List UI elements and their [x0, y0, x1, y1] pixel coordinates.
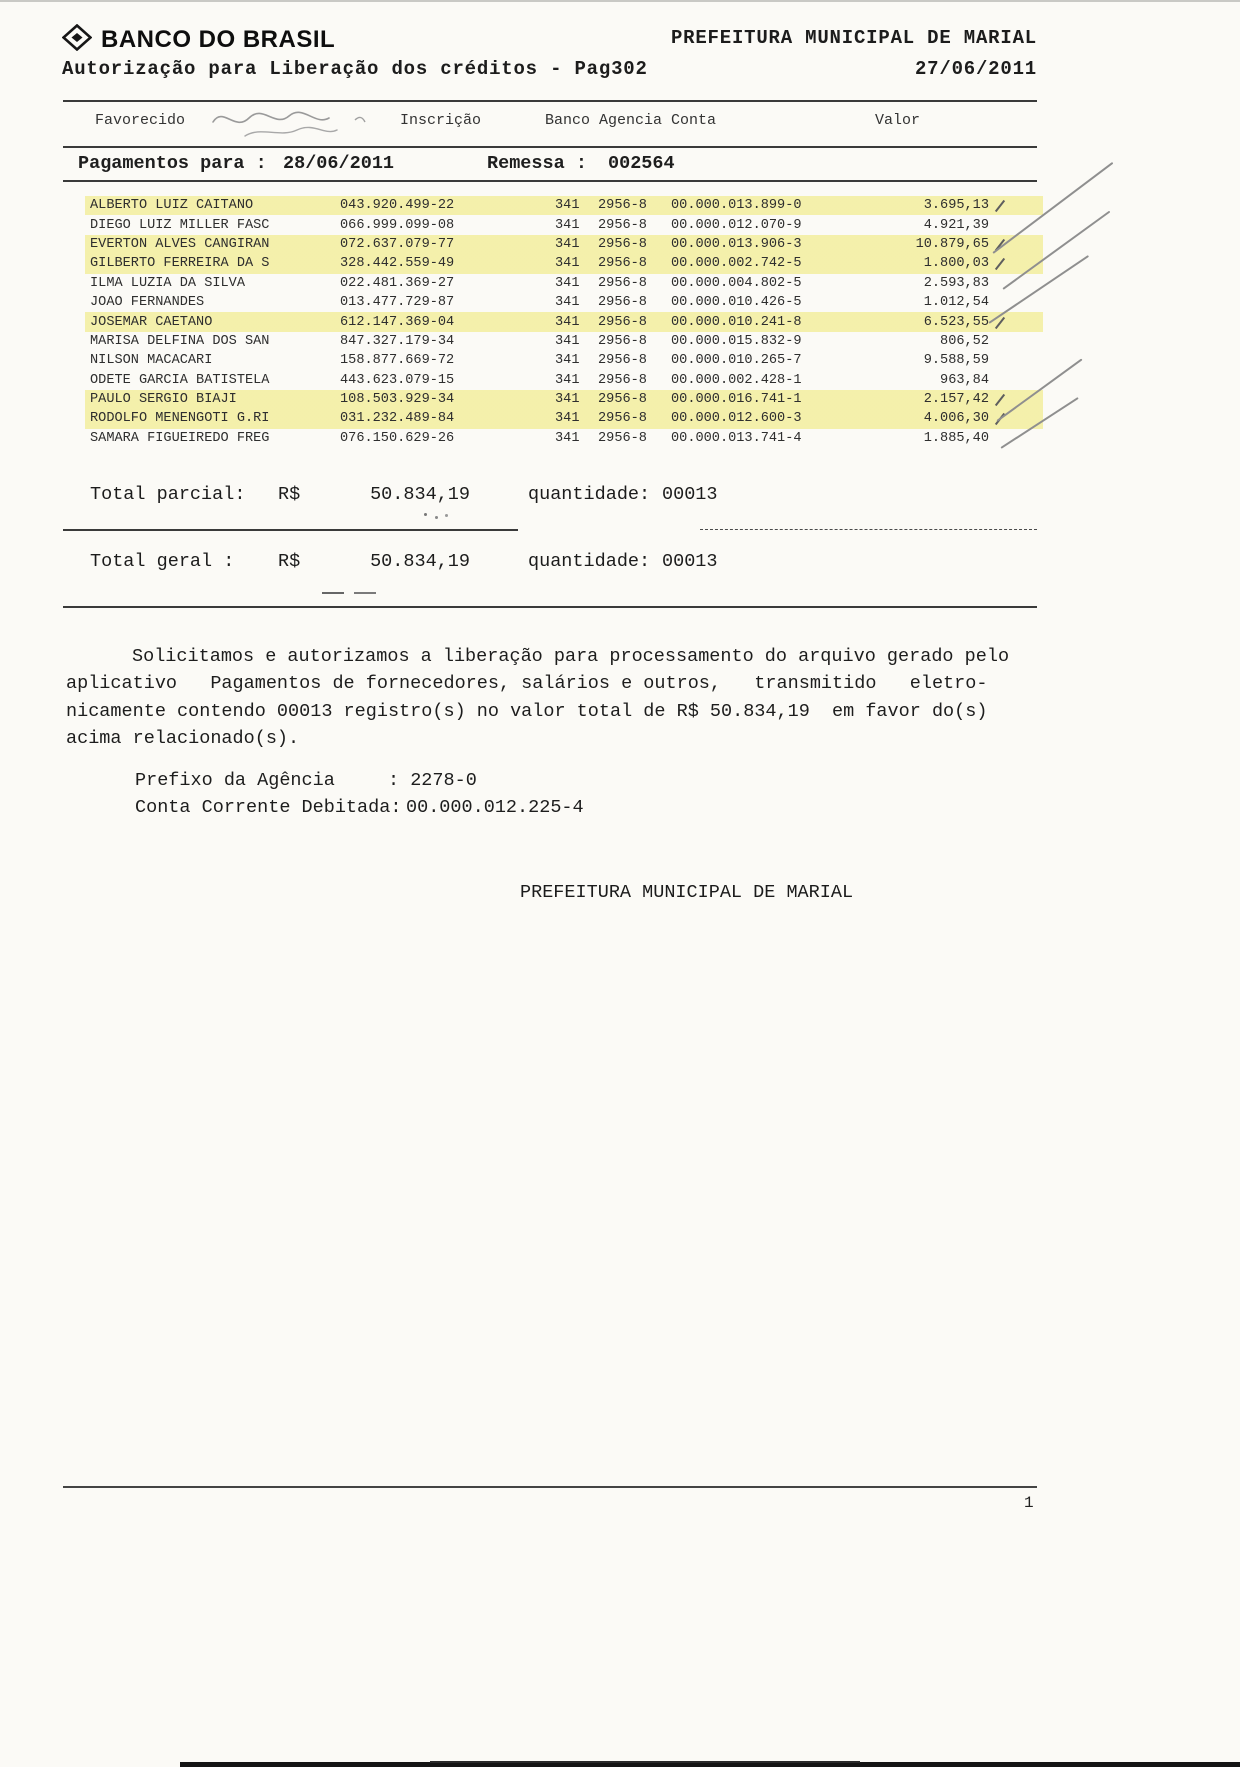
cell-favorecido: JOSEMAR CAETANO [90, 314, 213, 330]
cell-inscricao: 443.623.079-15 [340, 372, 455, 388]
cell-inscricao: 328.442.559-49 [340, 256, 455, 272]
cell-banco: 341 [555, 353, 580, 369]
cell-conta: 00.000.013.899-0 [671, 198, 802, 214]
cell-agencia: 2956-8 [598, 217, 647, 233]
cell-favorecido: MARISA DELFINA DOS SAN [90, 333, 270, 349]
cell-agencia: 2956-8 [598, 295, 647, 311]
table-row [63, 390, 1043, 409]
table-row [63, 351, 1043, 370]
cell-banco: 341 [555, 295, 580, 311]
divider-line [63, 180, 1037, 182]
cell-inscricao: 031.232.489-84 [340, 411, 455, 427]
table-row [63, 312, 1043, 331]
pen-check-mark [995, 200, 1005, 212]
cell-valor: 1.885,40 [923, 430, 989, 446]
table-row [63, 371, 1043, 390]
payments-for-date: 28/06/2011 [283, 153, 395, 174]
cell-banco: 341 [555, 430, 580, 446]
total-parcial-value: 50.834,19 [370, 484, 470, 505]
cell-conta: 00.000.002.428-1 [671, 372, 802, 388]
agency-prefix-label: Prefixo da Agência [135, 770, 335, 791]
cell-conta: 00.000.013.906-3 [671, 236, 802, 252]
table-row [63, 332, 1043, 351]
table-row [63, 409, 1043, 428]
cell-agencia: 2956-8 [598, 372, 647, 388]
cell-agencia: 2956-8 [598, 430, 647, 446]
debited-account-value: 00.000.012.225-4 [406, 797, 584, 818]
table-row [63, 429, 1043, 448]
total-geral-currency: R$ [278, 551, 301, 572]
table-row [63, 274, 1043, 293]
page-number: 1 [1024, 1494, 1034, 1512]
total-geral-value: 50.834,19 [370, 551, 470, 572]
cell-conta: 00.000.012.070-9 [671, 217, 802, 233]
cell-banco: 341 [555, 411, 580, 427]
payments-table-body [63, 196, 1043, 448]
cell-agencia: 2956-8 [598, 275, 647, 291]
banco-do-brasil-logo-icon [62, 24, 92, 56]
total-parcial-currency: R$ [278, 484, 301, 505]
cell-agencia: 2956-8 [598, 236, 647, 252]
pen-check-mark [995, 394, 1005, 406]
cell-favorecido: ILMA LUZIA DA SILVA [90, 275, 245, 291]
cell-valor: 10.879,65 [859, 237, 989, 252]
cell-banco: 341 [555, 275, 580, 291]
footer-divider-line [63, 1486, 1037, 1488]
column-header-banco-agencia-conta: Banco Agencia Conta [545, 112, 717, 129]
cell-favorecido: GILBERTO FERREIRA DA S [90, 256, 270, 272]
cell-agencia: 2956-8 [598, 392, 647, 408]
bank-name: BANCO DO BRASIL [101, 26, 336, 53]
total-geral-row [0, 551, 1240, 577]
cell-inscricao: 158.877.669-72 [340, 353, 455, 369]
document-title: Autorização para Liberação dos créditos - Pag302 [62, 58, 648, 80]
organization-name: PREFEITURA MUNICIPAL DE MARIAL [670, 27, 1037, 49]
cell-favorecido: ODETE GARCIA BATISTELA [90, 372, 270, 388]
paragraph-line: acima relacionado(s). [66, 728, 300, 750]
cell-inscricao: 022.481.369-27 [340, 275, 455, 291]
total-parcial-row [0, 484, 1240, 510]
cell-valor: 963,84 [940, 372, 989, 388]
cell-conta: 00.000.002.742-5 [671, 256, 802, 272]
cell-favorecido: SAMARA FIGUEIREDO FREG [90, 430, 270, 446]
cell-favorecido: ALBERTO LUIZ CAITANO [90, 198, 254, 214]
cell-conta: 00.000.010.265-7 [671, 353, 802, 369]
total-parcial-quantity: 00013 [662, 484, 718, 505]
table-row [63, 215, 1043, 234]
paragraph-line: Solicitamos e autorizamos a liberação para processamento do arquivo gerado pelo [132, 646, 1010, 667]
table-row [63, 254, 1043, 273]
cell-banco: 341 [555, 392, 580, 408]
cell-valor: 2.157,42 [859, 392, 989, 407]
cell-agencia: 2956-8 [598, 333, 647, 349]
cell-inscricao: 066.999.099-08 [340, 217, 455, 233]
cell-inscricao: 847.327.179-34 [340, 333, 455, 349]
paragraph-line: nicamente contendo 00013 registro(s) no valor total de R$ 50.834,19 em favor do(s) [66, 700, 988, 722]
cell-favorecido: EVERTON ALVES CANGIRAN [90, 236, 270, 252]
cell-conta: 00.000.015.832-9 [671, 333, 802, 349]
cell-conta: 00.000.016.741-1 [671, 392, 802, 408]
payments-for-label: Pagamentos para : [78, 153, 267, 174]
cell-valor: 6.523,55 [859, 315, 989, 330]
remessa-label: Remessa : [487, 153, 587, 174]
authorization-paragraph [66, 643, 1018, 753]
cell-favorecido: JOAO FERNANDES [90, 295, 205, 311]
column-header-favorecido: Favorecido [95, 112, 186, 129]
cell-conta: 00.000.004.802-5 [671, 275, 802, 291]
cell-inscricao: 612.147.369-04 [340, 314, 455, 330]
table-row [63, 196, 1043, 215]
cell-inscricao: 072.637.079-77 [340, 236, 455, 252]
scan-smudge [322, 592, 344, 594]
cell-banco: 341 [555, 236, 580, 252]
total-geral-quantity: 00013 [662, 551, 718, 572]
cell-inscricao: 076.150.629-26 [340, 430, 455, 446]
total-geral-label: Total geral : [90, 551, 235, 572]
cell-inscricao: 013.477.729-87 [340, 295, 455, 311]
cell-valor: 1.800,03 [859, 256, 989, 271]
cell-agencia: 2956-8 [598, 256, 647, 272]
pen-check-mark [995, 258, 1005, 270]
cell-valor: 1.012,54 [923, 295, 989, 311]
scan-smudge [424, 513, 427, 516]
cell-conta: 00.000.010.241-8 [671, 314, 802, 330]
divider-line-dashed [700, 529, 1037, 530]
cell-conta: 00.000.013.741-4 [671, 430, 802, 446]
total-parcial-label: Total parcial: [90, 484, 246, 505]
total-geral-quantity-label: quantidade: [528, 551, 651, 572]
pen-scribble [205, 102, 405, 155]
cell-agencia: 2956-8 [598, 314, 647, 330]
cell-banco: 341 [555, 198, 580, 214]
signature-organization-name: PREFEITURA MUNICIPAL DE MARIAL [520, 882, 854, 903]
cell-inscricao: 108.503.929-34 [340, 392, 455, 408]
cell-valor: 4.921,39 [923, 217, 989, 233]
table-row [63, 293, 1043, 312]
column-header-inscricao: Inscrição [400, 112, 482, 129]
cell-valor: 3.695,13 [859, 198, 989, 213]
cell-valor: 2.593,83 [923, 275, 989, 291]
cell-banco: 341 [555, 314, 580, 330]
debited-account-label: Conta Corrente Debitada: [135, 797, 402, 818]
document-date: 27/06/2011 [914, 58, 1037, 80]
cell-favorecido: NILSON MACACARI [90, 353, 213, 369]
cell-banco: 341 [555, 256, 580, 272]
cell-conta: 00.000.010.426-5 [671, 295, 802, 311]
cell-inscricao: 043.920.499-22 [340, 198, 455, 214]
cell-favorecido: DIEGO LUIZ MILLER FASC [90, 217, 270, 233]
cell-agencia: 2956-8 [598, 198, 647, 214]
paragraph-line: aplicativo Pagamentos de fornecedores, salários e outros, transmitido eletro- [66, 673, 988, 695]
scan-edge-bottom [430, 1761, 860, 1763]
table-row [63, 235, 1043, 254]
cell-agencia: 2956-8 [598, 411, 647, 427]
cell-valor: 4.006,30 [859, 411, 989, 426]
divider-line [63, 606, 1037, 608]
agency-prefix-value: : 2278-0 [388, 770, 477, 791]
column-header-valor: Valor [875, 112, 921, 129]
cell-banco: 341 [555, 372, 580, 388]
total-parcial-quantity-label: quantidade: [528, 484, 651, 505]
cell-favorecido: PAULO SERGIO BIAJI [90, 392, 237, 408]
remessa-number: 002564 [608, 153, 675, 174]
cell-conta: 00.000.012.600-3 [671, 411, 802, 427]
divider-line [63, 529, 518, 531]
cell-banco: 341 [555, 217, 580, 233]
cell-favorecido: RODOLFO MENENGOTI G.RI [90, 411, 270, 427]
cell-valor: 9.588,59 [923, 353, 989, 369]
cell-valor: 806,52 [940, 333, 989, 349]
cell-banco: 341 [555, 333, 580, 349]
bank-brand [62, 24, 335, 56]
scan-edge-top [0, 0, 1240, 2]
cell-agencia: 2956-8 [598, 353, 647, 369]
